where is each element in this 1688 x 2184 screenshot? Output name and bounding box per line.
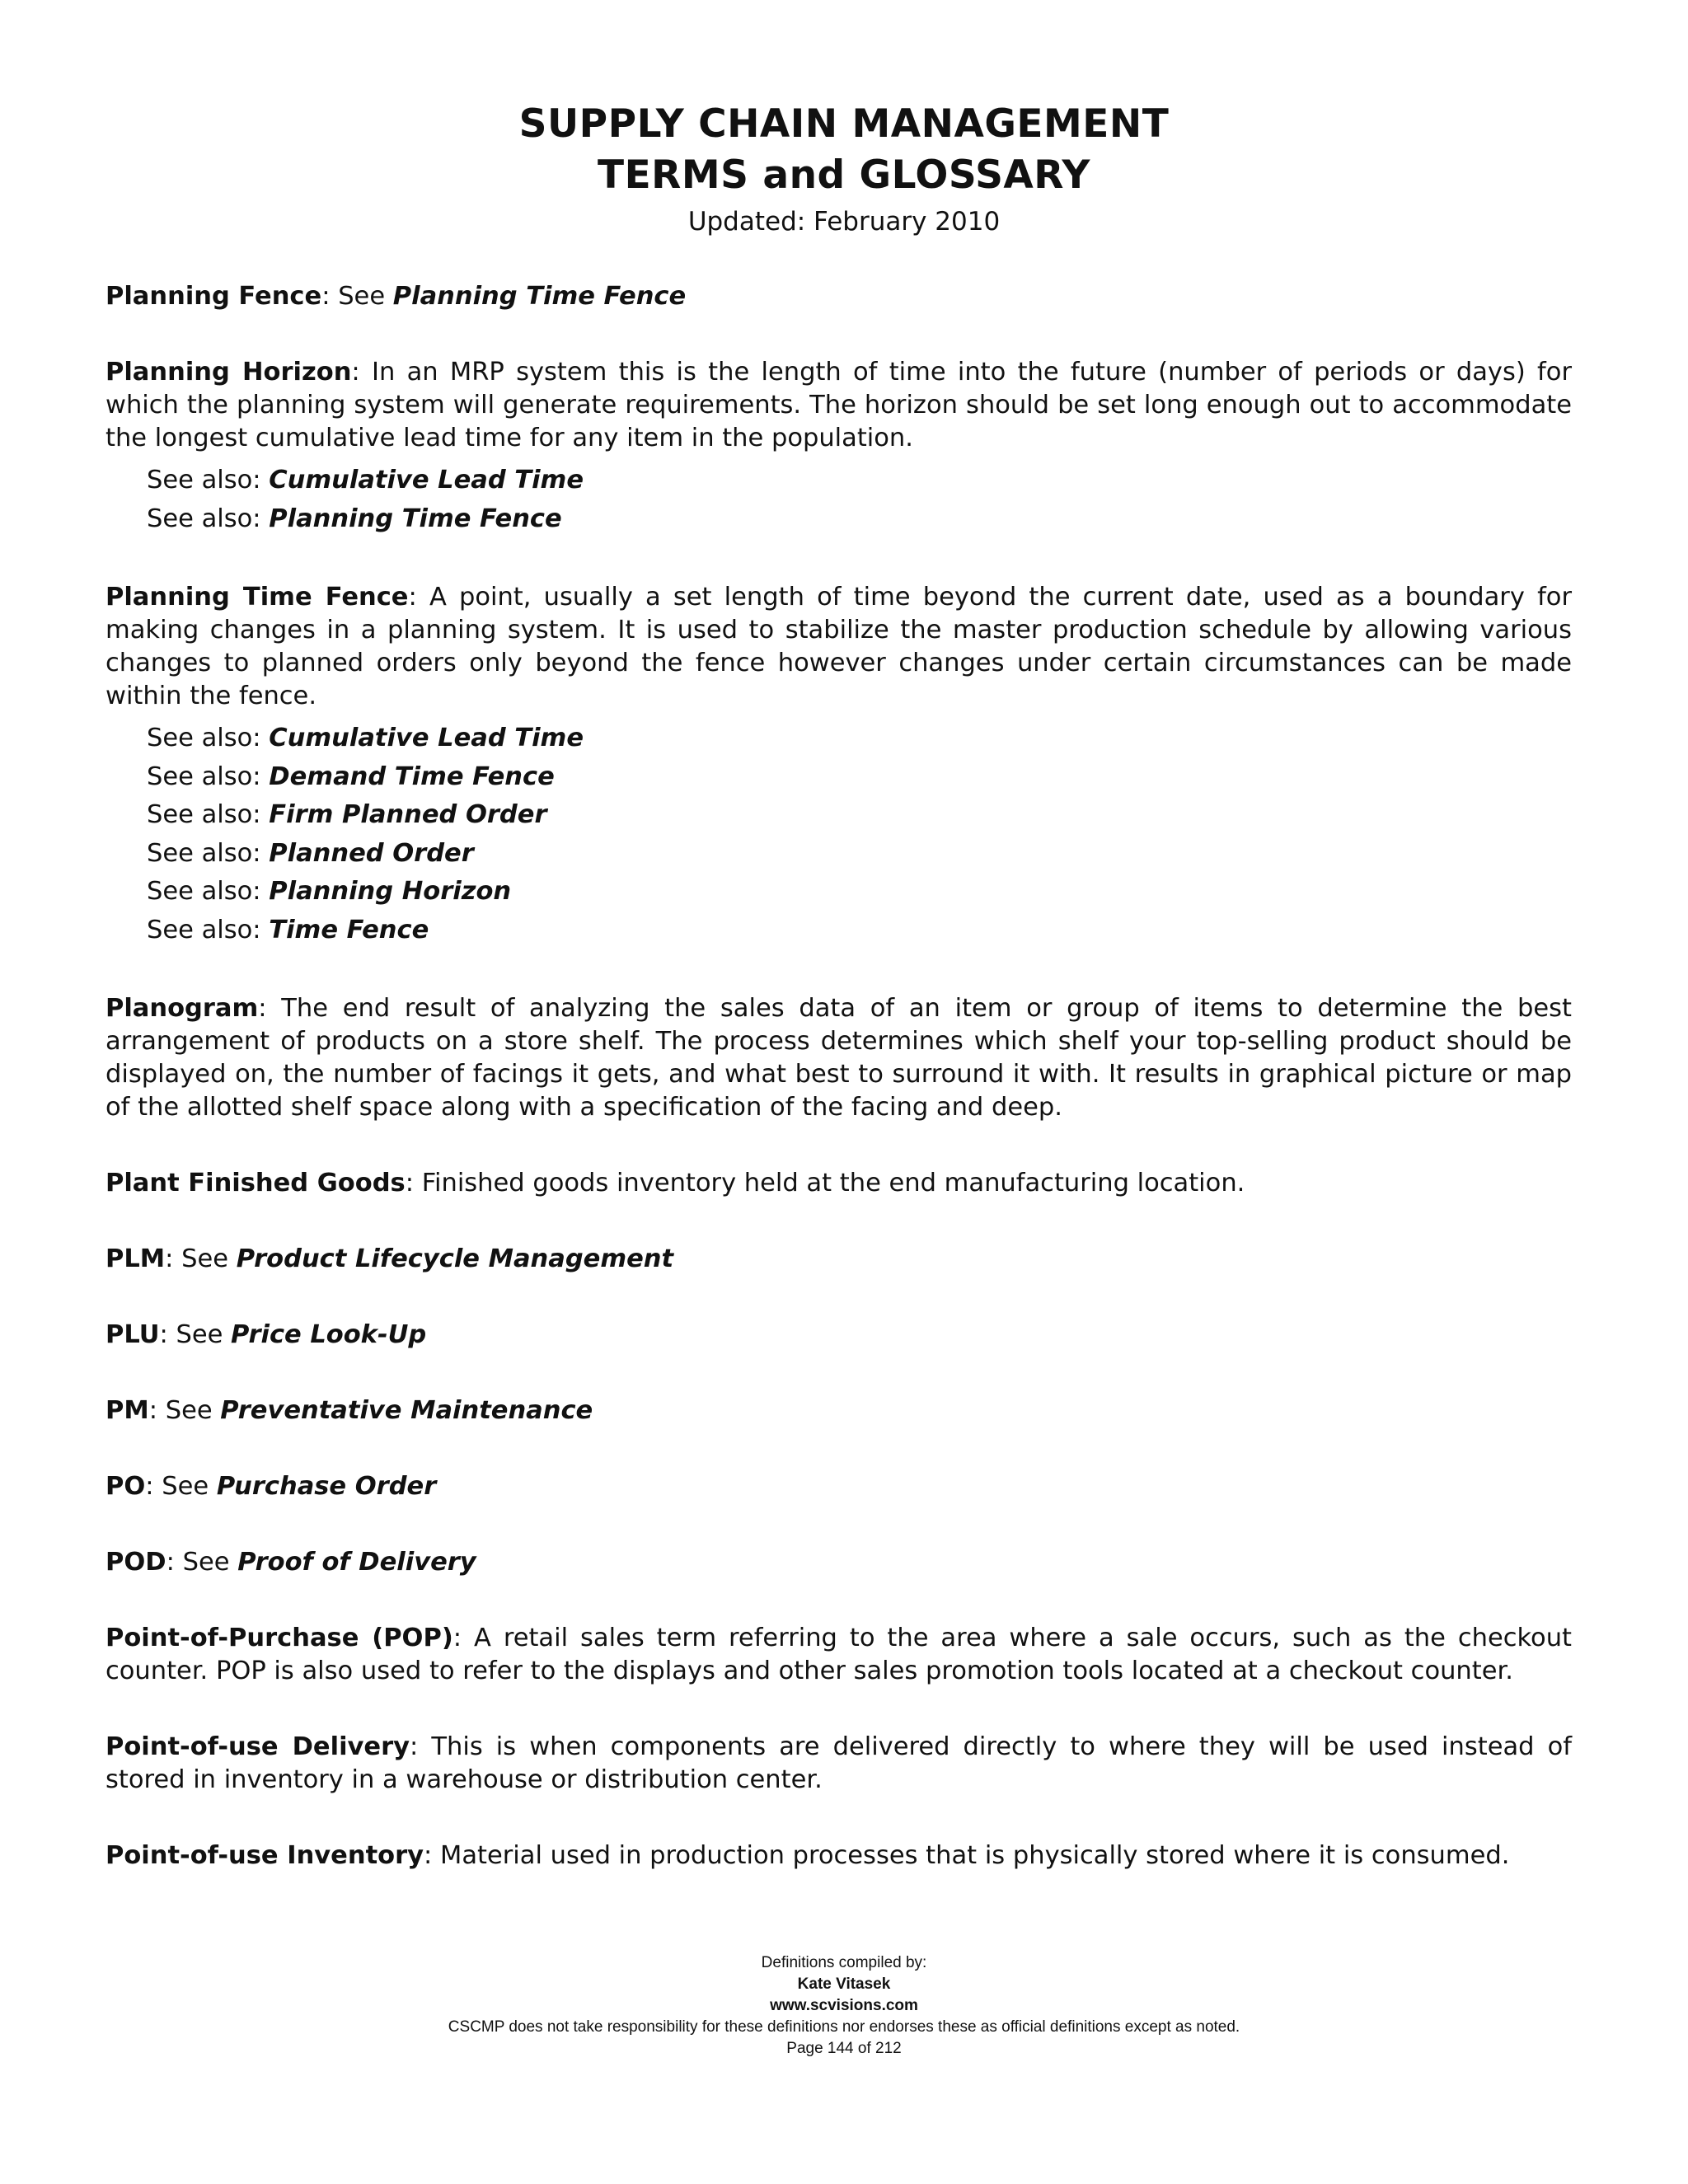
glossary-entry — [106, 280, 1572, 313]
term-separator: : — [145, 1472, 162, 1501]
glossary-entry — [106, 581, 1572, 949]
see-also-label: See also: — [147, 800, 261, 829]
glossary-term: Planning Fence — [106, 282, 322, 311]
see-also-reference: Demand Time Fence — [269, 762, 555, 791]
term-separator: : — [165, 1244, 182, 1273]
glossary-term: Planning Horizon — [106, 358, 352, 387]
entry-text — [106, 356, 1572, 455]
see-also-label: See also: — [147, 466, 261, 494]
see-also-label: See also: — [147, 724, 261, 752]
glossary-entry — [106, 1622, 1572, 1688]
footer-website: www.scvisions.com — [770, 1997, 918, 2014]
definition-text: A retail sales term referring to the area where a sale occurs, such as the checkout counter. POP is also used to refer to the displays and other sales promotion tools located at a checkout counter. — [106, 1624, 1572, 1685]
term-separator: : — [321, 282, 339, 311]
glossary-entry — [106, 1470, 1572, 1503]
see-label: See — [162, 1472, 209, 1501]
see-label: See — [176, 1320, 223, 1349]
see-also-label: See also: — [147, 915, 261, 944]
entry-text — [106, 1167, 1572, 1200]
glossary-term: Planogram — [106, 994, 259, 1023]
term-separator: : — [258, 994, 282, 1023]
entry-text — [106, 1394, 1572, 1427]
page-footer — [0, 1952, 1688, 2060]
see-also-label: See also: — [147, 877, 261, 906]
cross-reference: Price Look-Up — [231, 1320, 427, 1349]
see-also-label: See also: — [147, 838, 261, 868]
glossary-term: Planning Time Fence — [106, 583, 409, 612]
glossary-entry — [106, 356, 1572, 538]
glossary-term: Point-of-use Delivery — [106, 1732, 410, 1761]
term-separator: : — [405, 1169, 422, 1197]
see-also-item — [147, 912, 1572, 950]
see-also-item — [147, 462, 1572, 500]
glossary-entry — [106, 1319, 1572, 1352]
see-label: See — [165, 1396, 213, 1425]
glossary-term: PM — [106, 1396, 149, 1425]
entry-text — [106, 581, 1572, 713]
see-also-reference: Planning Horizon — [269, 877, 512, 906]
definition-text: A point, usually a set length of time beyond the current date, used as a boundary for making changes in a planning system. It is used to stabilize the master production schedule by allowing various changes to planned orders only beyond the fence however changes under certain circumstances can be made within the fence. — [106, 583, 1573, 710]
entry-text — [106, 1840, 1572, 1872]
cross-reference: Preventative Maintenance — [220, 1396, 593, 1425]
see-label: See — [181, 1244, 229, 1273]
see-also-item — [147, 873, 1572, 912]
glossary-entry — [106, 1167, 1572, 1200]
cross-reference: Purchase Order — [216, 1472, 437, 1501]
see-also-list — [106, 719, 1572, 949]
updated-date: Updated: February 2010 — [687, 207, 1001, 237]
see-also-item — [147, 796, 1572, 835]
term-separator: : — [408, 583, 429, 612]
see-also-item — [147, 758, 1572, 797]
see-also-reference: Firm Planned Order — [269, 800, 547, 829]
see-also-reference: Cumulative Lead Time — [269, 466, 584, 494]
footer-author: Kate Vitasek — [797, 1975, 891, 1993]
see-also-item — [147, 500, 1572, 539]
see-also-reference: Time Fence — [269, 915, 429, 944]
cross-reference: Proof of Delivery — [237, 1548, 476, 1577]
glossary-term: PLU — [106, 1320, 160, 1349]
glossary-term: POD — [106, 1548, 166, 1577]
entry-text — [106, 1731, 1572, 1797]
entry-text — [106, 1546, 1572, 1579]
definition-text: The end result of analyzing the sales data of an item or group of items to determine the best arrangement of products on a store shelf. The process determines which shelf your top-selling product should be displayed on, the number of facings it gets, and what best to surround it with. It results in graphical picture or map of the allotted shelf space along with a specification of the facing and deep. — [106, 994, 1572, 1122]
glossary-term: Point-of-Purchase (POP) — [106, 1624, 453, 1652]
entry-text — [106, 1470, 1572, 1503]
see-also-label: See also: — [147, 762, 261, 791]
entry-text — [106, 1622, 1572, 1688]
see-label: See — [338, 282, 386, 311]
definition-text: Material used in production processes that is physically stored where it is consumed. — [440, 1841, 1510, 1870]
term-separator: : — [148, 1396, 166, 1425]
glossary-entry — [106, 1394, 1572, 1427]
definition-text: In an MRP system this is the length of time into the future (number of periods or days) for which the planning system will generate requirements. The horizon should be set long enough out to accommodate the longest cumulative lead time for any item in the population. — [106, 358, 1572, 452]
term-separator: : — [410, 1732, 432, 1761]
term-separator: : — [166, 1548, 183, 1577]
see-also-label: See also: — [147, 504, 261, 533]
entry-text — [106, 1319, 1572, 1352]
page-header — [0, 99, 1688, 241]
term-separator: : — [351, 358, 372, 387]
glossary-entry — [106, 1546, 1572, 1579]
cross-reference: Planning Time Fence — [392, 282, 687, 311]
entry-text — [106, 280, 1572, 313]
see-also-list — [106, 462, 1572, 538]
footer-page-number: Page 144 of 212 — [786, 2040, 902, 2057]
definition-text: Finished goods inventory held at the end manufacturing location. — [421, 1169, 1245, 1197]
entry-text — [106, 1243, 1572, 1276]
see-also-reference: Planned Order — [269, 838, 474, 868]
see-also-item — [147, 719, 1572, 758]
glossary-entry — [106, 1243, 1572, 1276]
see-also-reference: Cumulative Lead Time — [269, 724, 584, 752]
glossary-term: PO — [106, 1472, 146, 1501]
term-separator: : — [424, 1841, 441, 1870]
glossary-term: Point-of-use Inventory — [106, 1841, 424, 1870]
glossary-term: Plant Finished Goods — [106, 1169, 406, 1197]
definition-text: This is when components are delivered directly to where they will be used instead of stored in inventory in a warehouse or distribution center. — [106, 1732, 1572, 1794]
term-separator: : — [159, 1320, 176, 1349]
see-also-reference: Planning Time Fence — [269, 504, 562, 533]
term-separator: : — [452, 1624, 475, 1652]
glossary-entry — [106, 992, 1572, 1124]
see-also-item — [147, 835, 1572, 874]
document-title-line-2: TERMS and GLOSSARY — [598, 152, 1090, 198]
footer-compiled-by: Definitions compiled by: — [761, 1954, 927, 1971]
glossary-term: PLM — [106, 1244, 166, 1273]
glossary-entries — [106, 280, 1572, 1915]
see-label: See — [182, 1548, 230, 1577]
cross-reference: Product Lifecycle Management — [236, 1244, 674, 1273]
document-title-line-1: SUPPLY CHAIN MANAGEMENT — [518, 101, 1170, 147]
glossary-entry — [106, 1731, 1572, 1797]
glossary-entry — [106, 1840, 1572, 1872]
entry-text — [106, 992, 1572, 1124]
footer-disclaimer: CSCMP does not take responsibility for these definitions nor endorses these as official definitions except as noted. — [448, 2018, 1240, 2036]
